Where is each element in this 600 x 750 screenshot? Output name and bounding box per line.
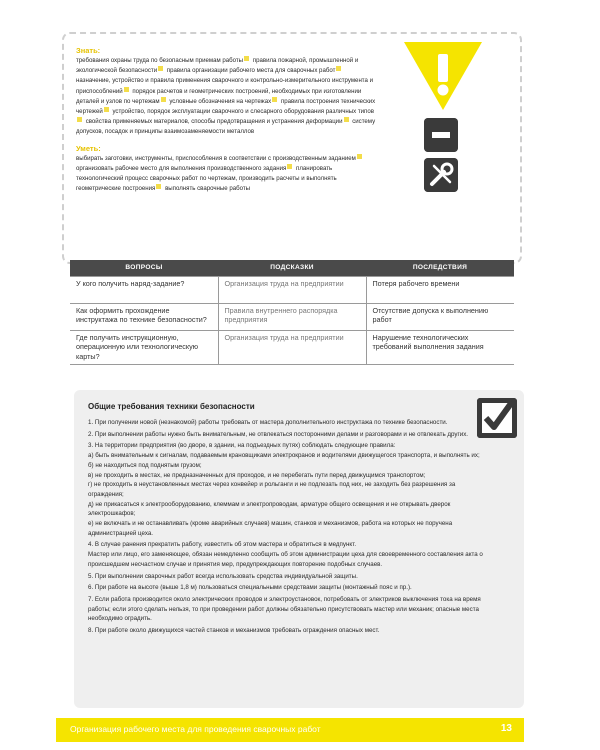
know-item: условные обозначения на чертежах bbox=[169, 97, 272, 105]
know-item: устройство, порядок эксплуатации сварочного и слесарного оборудования различных типов bbox=[112, 108, 374, 116]
can-item: организовать рабочее место для выполнения производственного задания bbox=[76, 164, 287, 172]
warning-icon bbox=[404, 40, 482, 110]
safety-title: Общие требования техники безопасности bbox=[88, 402, 255, 411]
safety-paragraph: 3. На территории предприятия (во дворе, в здании, на подъездных путях) соблюдать следующие правила: bbox=[88, 442, 396, 450]
safety-paragraph: Мастер или лицо, его заменяющее, обязан немедленно сообщить об этом администрации цеха для своевременного составления акта о происшедшем несчастном случае и принятия мер, предупреждающих повторение подобных случаев. bbox=[88, 551, 483, 568]
safety-paragraph: б) не находиться под поднятым грузом; bbox=[88, 461, 202, 469]
knowledge-box bbox=[62, 32, 522, 264]
know-item: свойства применяемых материалов, способы предотвращения и устранения деформации bbox=[85, 118, 343, 126]
can-item: планировать технологический процесс сварочных работ по чертежам, производить расчеты и выполнять геометрические построения bbox=[76, 164, 337, 193]
can-item: выбирать заготовки, инструменты, приспособления в соответствии с производственным заданием bbox=[76, 154, 356, 162]
bullet-icon bbox=[287, 164, 292, 169]
header-hints: ПОДСКАЗКИ bbox=[218, 260, 366, 276]
safety-paragraph: 4. В случае ранения прекратить работу, известить об этом мастера и обратиться в медпункт. bbox=[88, 541, 357, 549]
bullet-icon bbox=[161, 97, 166, 102]
safety-requirements-box bbox=[74, 390, 524, 708]
safety-paragraph: е) не включать и не останавливать (кроме аварийных случаев) машин, станков и механизмов, работа на которых не поручена администрацией цеха. bbox=[88, 520, 453, 537]
table-row bbox=[70, 303, 514, 330]
bullet-icon bbox=[272, 97, 277, 102]
footer-bar bbox=[56, 718, 524, 742]
know-heading: Знать: bbox=[76, 46, 101, 55]
safety-paragraph: 6. При работе на высоте (выше 1,8 м) пользоваться специальными средствами защиты (монтажный пояс и пр.). bbox=[88, 584, 412, 592]
hint-cell: Правила внутреннего распорядка предприятия bbox=[218, 303, 366, 330]
question-cell: Где получить инструкционную, операционную или технологическую карты? bbox=[70, 330, 218, 365]
tools-icon bbox=[424, 158, 458, 192]
safety-paragraph: д) не прикасаться к электрооборудованию, клеммам и электропроводам, арматуре общего освещения и не открывать дверок электрошкафов; bbox=[88, 500, 451, 518]
bullet-icon bbox=[158, 66, 163, 71]
bullet-icon bbox=[244, 56, 249, 61]
can-item: выполнять сварочные работы bbox=[165, 185, 251, 193]
know-item: требования охраны труда по безопасным приемам работы bbox=[76, 57, 244, 64]
safety-paragraph: 1. При получении новой (незнакомой) работы требовать от мастера дополнительного инструктажа по технике безопасности. bbox=[88, 419, 448, 426]
bullet-icon bbox=[77, 117, 82, 122]
bullet-icon bbox=[357, 154, 362, 159]
footer-title: Организация рабочего места для проведения сварочных работ bbox=[70, 724, 321, 734]
header-questions: ВОПРОСЫ bbox=[70, 260, 218, 276]
know-item: правила пожарной, промышленной и экологической безопасности bbox=[76, 57, 359, 75]
bullet-icon bbox=[124, 87, 129, 92]
question-cell: У кого получить наряд-задание? bbox=[70, 276, 218, 303]
hint-cell: Организация труда на предприятии bbox=[218, 330, 366, 365]
know-item: назначение, устройство и правила применения сварочного и контрольно-измерительного инструмента и приспособлений bbox=[76, 77, 374, 95]
bullet-icon bbox=[104, 107, 109, 112]
safety-paragraph: 2. При выполнении работы нужно быть внимательным, не отвлекаться посторонними делами и разговорами и не отвлекать других. bbox=[88, 430, 469, 438]
consequence-cell: Отсутствие допуска к выполнению работ bbox=[366, 303, 514, 330]
header-consequences: ПОСЛЕДСТВИЯ bbox=[366, 260, 514, 276]
safety-paragraph: 7. Если работа производится около электрических проводов и электроустановок, потребовать от электриков выключения тока на время работы; если этого сделать нельзя, то при проведении работ должны обязательно присутствовать мастер или механик; опасные места необходимо оградить. bbox=[88, 595, 481, 623]
know-item: систему допусков, посадок и принципы взаимозаменяемости металлов bbox=[76, 118, 376, 136]
bullet-icon bbox=[336, 66, 341, 71]
questions-table bbox=[70, 260, 514, 365]
safety-paragraph: в) не проходить в местах, не предназначенных для проходов, и не перебегать пути перед движущимся транспортом; bbox=[88, 471, 426, 479]
safety-paragraph: 8. При работе около движущихся частей станков и механизмов требовать ограждения опасных мест. bbox=[88, 627, 380, 635]
know-item: порядок расчетов и геометрических построений, необходимых при изготовлении деталей и узлов по чертежам bbox=[76, 87, 362, 105]
safety-paragraph: г) не проходить в неустановленных местах через конвейер и рольганги и не подлезать под них, не заходить без разрешения за ограждения; bbox=[88, 481, 456, 498]
table-row bbox=[70, 276, 514, 303]
know-item: правила организации рабочего места для сварочных работ bbox=[166, 67, 336, 75]
page-number: 13 bbox=[500, 723, 512, 734]
safety-list bbox=[88, 418, 483, 636]
safety-paragraph: 5. При выполнении сварочных работ всегда использовать средства индивидуальной защиты. bbox=[88, 572, 358, 580]
can-heading: Уметь: bbox=[76, 143, 101, 153]
hint-cell: Организация труда на предприятии bbox=[218, 276, 366, 303]
knowledge-text bbox=[76, 46, 378, 194]
safety-paragraph: а) быть внимательным к сигналам, подаваемым крановщиками электрокранов и водителями движущегося транспорта, и выполнять их; bbox=[88, 452, 480, 460]
know-item: правила построения технических чертежей bbox=[76, 97, 376, 116]
question-cell: Как оформить прохождение инструктажа по технике безопасности? bbox=[70, 303, 218, 330]
consequence-cell: Потеря рабочего времени bbox=[366, 276, 514, 303]
minus-icon bbox=[424, 118, 458, 152]
bullet-icon bbox=[156, 184, 161, 189]
consequence-cell: Нарушение технологических требований выполнения задания bbox=[366, 330, 514, 365]
table-row bbox=[70, 330, 514, 365]
bullet-icon bbox=[344, 117, 349, 122]
checkmark-icon bbox=[477, 398, 517, 438]
table-header-row bbox=[70, 260, 514, 276]
